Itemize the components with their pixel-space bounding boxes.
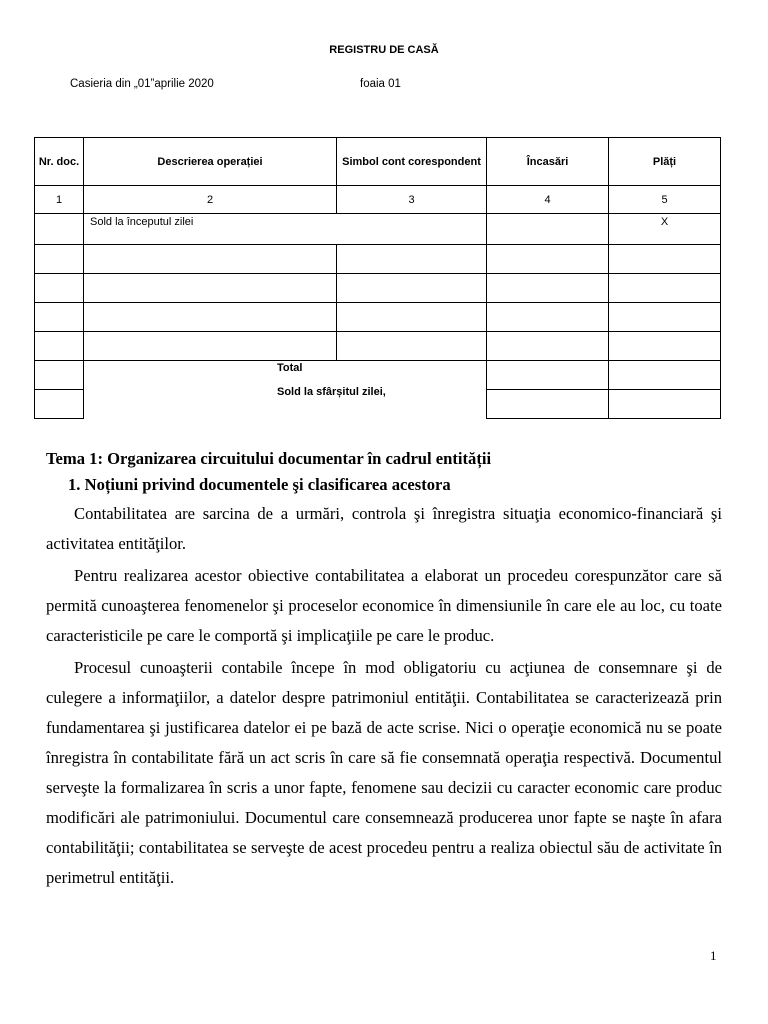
opening-balance-label: Sold la începutul zilei — [84, 214, 487, 245]
total-row — [35, 361, 721, 390]
table-cell — [35, 332, 84, 361]
cash-register-table — [34, 137, 721, 419]
table-cell — [487, 361, 609, 390]
table-cell — [487, 245, 609, 274]
table-cell — [84, 332, 337, 361]
table-row — [35, 274, 721, 303]
table-cell — [84, 303, 337, 332]
sheet-number: foaia 01 — [360, 78, 401, 90]
table-cell — [487, 303, 609, 332]
opening-balance-mark: X — [609, 214, 721, 245]
table-cell — [609, 390, 721, 419]
page-title: REGISTRU DE CASĂ — [329, 44, 439, 56]
table-cell — [609, 245, 721, 274]
table-cell — [609, 303, 721, 332]
col-header-account-symbol: Simbol cont corespondent — [337, 138, 487, 186]
col-header-nr-doc: Nr. doc. — [35, 138, 84, 186]
page-number: 1 — [710, 948, 717, 963]
table-cell — [487, 274, 609, 303]
totals-block — [84, 361, 487, 419]
opening-balance-row — [35, 214, 721, 245]
casieria-date: Casieria din „01”aprilie 2020 — [70, 78, 214, 90]
table-row — [35, 245, 721, 274]
col-number: 3 — [337, 186, 487, 214]
table-cell — [337, 332, 487, 361]
col-number: 2 — [84, 186, 337, 214]
closing-balance-label: Sold la sfârșitul zilei, — [277, 386, 386, 398]
table-header-row — [35, 138, 721, 186]
subsection-heading: 1. Noțiuni privind documentele şi clasificarea acestora — [68, 475, 451, 494]
col-number: 1 — [35, 186, 84, 214]
table-cell — [84, 245, 337, 274]
table-cell — [337, 245, 487, 274]
total-label: Total — [277, 362, 303, 374]
table-cell — [35, 303, 84, 332]
paragraph: Pentru realizarea acestor obiective contabilitatea a elaborat un procedeu corespunzător care să permită cunoaşterea fenomenelor şi proceselor economice în dimensiunile în care ele au loc, cu toate caracteristicile pe care le comportă şi implicaţiile pe care le produc. — [46, 566, 722, 645]
col-header-description: Descrierea operației — [84, 138, 337, 186]
col-number: 4 — [487, 186, 609, 214]
paragraph: Procesul cunoaşterii contabile începe în mod obligatoriu cu acţiunea de consemnare şi de culegere a informaţiilor, a datelor despre patrimoniul entităţii. Contabilitatea se caracterizează prin fundamentarea şi justificarea datelor ei pe bază de acte scrise. Nici o operaţie economică nu se poate înregistra în contabilitate fără un act scris în care să fie consemnată operaţia respectivă. Documentul serveşte la formalizarea în scris a unor fapte, fenomene sau decizii cu caracter economic care produc modificări ale patrimoniului. Documentul care consemnează producerea unor fapte se naşte în afara contabilităţii; contabilitatea se serveşte de acest procedeu pentru a realiza obiectul său de activitate în perimetrul entităţii. — [46, 658, 722, 887]
table-row — [35, 332, 721, 361]
table-cell — [487, 332, 609, 361]
document-body — [46, 446, 722, 895]
col-header-receipts: Încasări — [487, 138, 609, 186]
table-cell — [35, 214, 84, 245]
table-cell — [609, 274, 721, 303]
paragraph: Contabilitatea are sarcina de a urmări, controla şi înregistra situaţia economico-financiară şi activitatea entităţilor. — [46, 504, 722, 553]
table-row — [35, 303, 721, 332]
table-cell — [487, 214, 609, 245]
table-cell — [609, 332, 721, 361]
table-cell — [35, 361, 84, 390]
table-cell — [84, 274, 337, 303]
section-heading: Tema 1: Organizarea circuitului documentar în cadrul entității — [46, 449, 492, 468]
table-cell — [337, 303, 487, 332]
table-cell — [487, 390, 609, 419]
col-header-payments: Plăți — [609, 138, 721, 186]
table-cell — [609, 361, 721, 390]
table-cell — [337, 274, 487, 303]
col-number: 5 — [609, 186, 721, 214]
column-number-row — [35, 186, 721, 214]
table-cell — [35, 245, 84, 274]
table-cell — [35, 390, 84, 419]
table-cell — [35, 274, 84, 303]
